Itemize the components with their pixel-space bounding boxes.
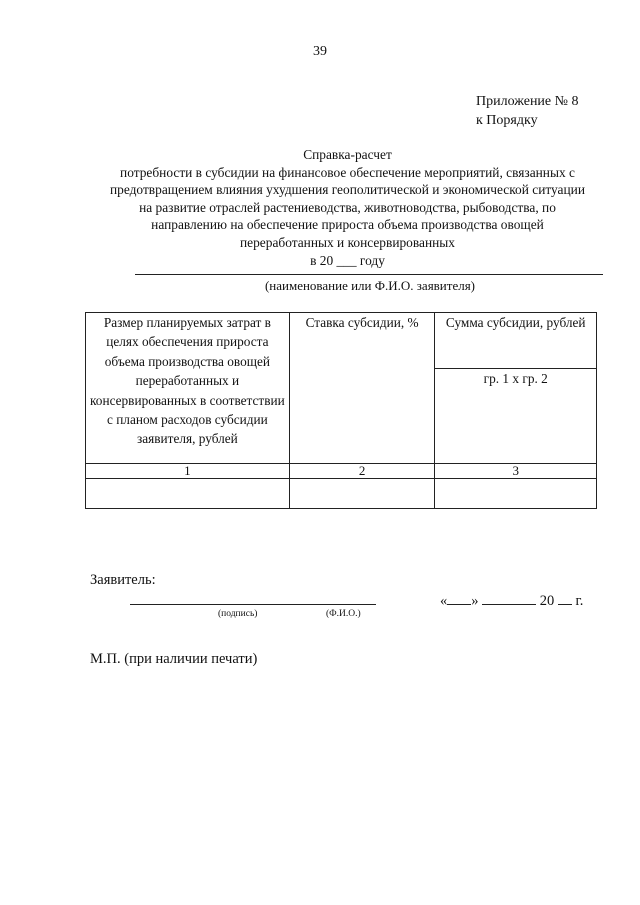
title-line-3: предотвращением влияния ухудшения геополитической и экономической ситуации: [109, 182, 585, 198]
title-line-1: Справка-расчет: [303, 147, 392, 162]
column-number-2: 2: [289, 464, 435, 479]
day-blank[interactable]: [447, 591, 471, 605]
column-number-3: 3: [435, 464, 597, 479]
title-line-6: переработанных и консервированных: [240, 234, 455, 250]
value-cell-subsidy-rate[interactable]: [289, 479, 435, 509]
value-cell-subsidy-amount[interactable]: [435, 479, 597, 509]
page-number: 39: [313, 44, 327, 59]
title-line-2: потребности в субсидии на финансовое обеспечение мероприятий, связанных с: [120, 164, 575, 180]
year-blank[interactable]: [558, 591, 572, 605]
header-subsidy-amount: Сумма субсидии, рублей: [435, 313, 597, 369]
appendix-line-2: к Порядку: [476, 113, 538, 128]
applicant-name-line: [135, 274, 603, 275]
column-number-1: 1: [86, 464, 290, 479]
title-line-4: на развитие отраслей растениеводства, животноводства, рыбоводства, по: [139, 199, 556, 215]
appendix-reference: [476, 92, 579, 130]
date-open-quote: «: [440, 593, 448, 609]
title-line-5: направлению на обеспечение прироста объема производства овощей: [151, 217, 544, 233]
applicant-label: Заявитель:: [90, 572, 156, 588]
header-planned-costs: Размер планируемых затрат в целях обеспечения прироста объема производства овощей переработанных и консервированных в соответствии с планом расходов субсидии заявителя, рублей: [86, 313, 290, 464]
year-suffix: г.: [575, 593, 584, 609]
value-cell-planned-costs[interactable]: [86, 479, 290, 509]
appendix-line-1: Приложение № 8: [476, 94, 579, 109]
title-line-7: в 20 ___ году: [310, 252, 385, 268]
name-caption: (Ф.И.О.): [326, 609, 361, 619]
header-subsidy-formula: гр. 1 х гр. 2: [435, 368, 597, 463]
signature-line: [130, 604, 376, 605]
year-prefix: 20: [539, 593, 555, 609]
date-close-quote: »: [471, 593, 479, 609]
seal-note: М.П. (при наличии печати): [90, 651, 258, 667]
month-blank[interactable]: [482, 591, 536, 605]
header-subsidy-rate: Ставка субсидии, %: [289, 313, 435, 464]
document-title: [80, 146, 615, 269]
calculation-table: [85, 312, 597, 509]
date-field: [440, 591, 583, 610]
applicant-name-caption: (наименование или Ф.И.О. заявителя): [264, 278, 476, 293]
signature-caption: (подпись): [218, 609, 258, 619]
